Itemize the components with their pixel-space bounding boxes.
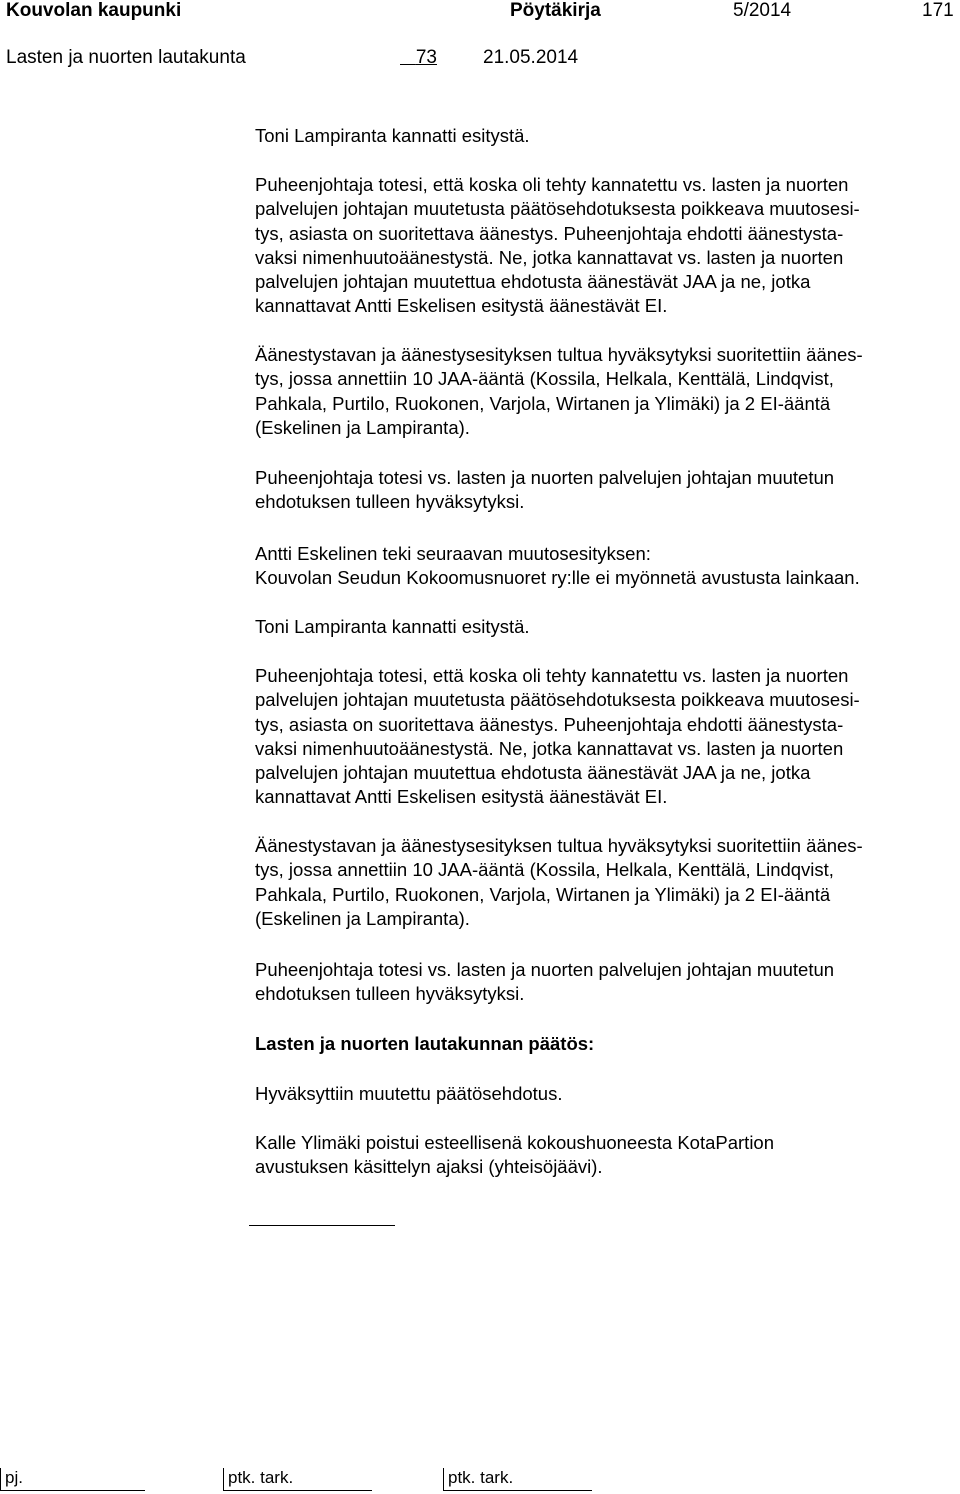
text-line: Kalle Ylimäki poistui esteellisenä kokoushuoneesta KotaPartion bbox=[255, 1132, 775, 1153]
paragraph bbox=[255, 1131, 955, 1180]
text-line: avustuksen käsittelyn ajaksi (yhteisöjäävi). bbox=[255, 1156, 603, 1178]
footer-label: pj. bbox=[5, 1468, 23, 1487]
text-line: Pahkala, Purtilo, Ruokonen, Varjola, Wirtanen ja Ylimäki) ja 2 EI-ääntä bbox=[255, 392, 831, 414]
section-number: 73 bbox=[415, 47, 437, 68]
paragraph bbox=[255, 1082, 955, 1106]
paragraph bbox=[255, 542, 955, 591]
text-line: Kouvolan Seudun Kokoomusnuoret ry:lle ei myönnetä avustusta lainkaan. bbox=[255, 567, 860, 589]
text-line: (Eskelinen ja Lampiranta). bbox=[255, 907, 470, 929]
text-line: palvelujen johtajan muutetusta päätösehdotuksesta poikkeava muutosesi- bbox=[255, 198, 860, 220]
text-line: Toni Lampiranta kannatti esitystä. bbox=[255, 125, 530, 146]
text-line: kannattavat Antti Eskelisen esitystä äänestävät EI. bbox=[255, 786, 668, 808]
text-line: (Eskelinen ja Lampiranta). bbox=[255, 416, 470, 438]
text-line: palvelujen johtajan muutettua ehdotusta äänestävät JAA ja ne, jotka bbox=[255, 271, 811, 293]
footer-checker-initials-2 bbox=[443, 1468, 592, 1491]
text-line: Puheenjohtaja totesi, että koska oli tehty kannatettu vs. lasten ja nuorten bbox=[255, 174, 849, 195]
separator-line bbox=[249, 1225, 395, 1226]
text-line: tys, asiasta on suoritettava äänestys. Puheenjohtaja ehdotti äänestysta- bbox=[255, 713, 844, 735]
text-line: Pahkala, Purtilo, Ruokonen, Varjola, Wirtanen ja Ylimäki) ja 2 EI-ääntä bbox=[255, 883, 831, 905]
footer-label: ptk. tark. bbox=[228, 1468, 294, 1487]
text-line: Puheenjohtaja totesi, että koska oli tehty kannatettu vs. lasten ja nuorten bbox=[255, 665, 849, 686]
municipality-name: Kouvolan kaupunki bbox=[6, 0, 182, 21]
text-line: kannattavat Antti Eskelisen esitystä äänestävät EI. bbox=[255, 295, 668, 317]
paragraph bbox=[255, 343, 955, 440]
footer-label: ptk. tark. bbox=[448, 1468, 514, 1487]
document-type: Pöytäkirja bbox=[510, 0, 601, 21]
footer-chair-initials bbox=[0, 1468, 145, 1491]
text-line: Äänestystavan ja äänestysesityksen tultua hyväksytyksi suoritettiin äänes- bbox=[255, 835, 863, 856]
text-line: Lasten ja nuorten lautakunnan päätös: bbox=[255, 1033, 595, 1054]
text-line: Antti Eskelinen teki seuraavan muutosesityksen: bbox=[255, 543, 651, 564]
paragraph bbox=[255, 173, 955, 319]
text-line: Puheenjohtaja totesi vs. lasten ja nuorten palvelujen johtajan muutetun bbox=[255, 467, 835, 488]
text-line: Toni Lampiranta kannatti esitystä. bbox=[255, 616, 530, 637]
text-line: ehdotuksen tulleen hyväksytyksi. bbox=[255, 983, 525, 1005]
text-line: vaksi nimenhuutoäänestystä. Ne, jotka kannattavat vs. lasten ja nuorten bbox=[255, 246, 844, 268]
text-line: vaksi nimenhuutoäänestystä. Ne, jotka kannattavat vs. lasten ja nuorten bbox=[255, 737, 844, 759]
paragraph bbox=[255, 615, 955, 639]
text-line: Puheenjohtaja totesi vs. lasten ja nuorten palvelujen johtajan muutetun bbox=[255, 959, 835, 980]
paragraph bbox=[255, 664, 955, 810]
text-line: tys, jossa annettiin 10 JAA-ääntä (Kossila, Helkala, Kenttälä, Lindqvist, bbox=[255, 368, 834, 390]
text-line: palvelujen johtajan muutettua ehdotusta äänestävät JAA ja ne, jotka bbox=[255, 762, 811, 784]
paragraph bbox=[255, 958, 955, 1007]
board-name: Lasten ja nuorten lautakunta bbox=[6, 47, 246, 68]
page-number: 171 bbox=[922, 0, 954, 21]
paragraph bbox=[255, 834, 955, 931]
decision-heading bbox=[255, 1032, 955, 1056]
paragraph bbox=[255, 124, 955, 148]
text-line: tys, jossa annettiin 10 JAA-ääntä (Kossila, Helkala, Kenttälä, Lindqvist, bbox=[255, 859, 834, 881]
text-line: ehdotuksen tulleen hyväksytyksi. bbox=[255, 491, 525, 513]
text-line: Hyväksyttiin muutettu päätösehdotus. bbox=[255, 1083, 563, 1104]
text-line: Äänestystavan ja äänestysesityksen tultua hyväksytyksi suoritettiin äänes- bbox=[255, 344, 863, 365]
minutes-issue: 5/2014 bbox=[733, 0, 792, 21]
paragraph bbox=[255, 466, 955, 515]
text-line: tys, asiasta on suoritettava äänestys. Puheenjohtaja ehdotti äänestysta- bbox=[255, 222, 844, 244]
meeting-date: 21.05.2014 bbox=[483, 47, 579, 68]
footer-checker-initials-1 bbox=[223, 1468, 372, 1491]
text-line: palvelujen johtajan muutetusta päätösehdotuksesta poikkeava muutosesi- bbox=[255, 689, 860, 711]
